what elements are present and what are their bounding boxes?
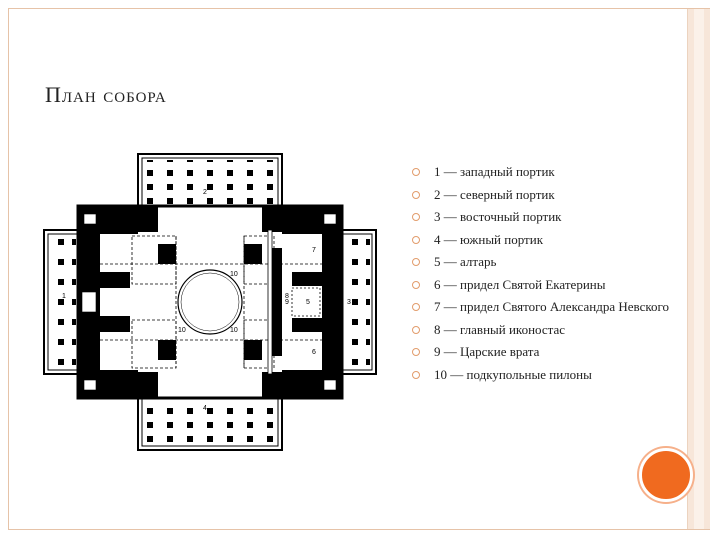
west-portico	[50, 236, 76, 368]
plan-label-1: 1	[62, 293, 66, 300]
plan-label-4: 4	[203, 405, 207, 412]
plan-label-2: 2	[203, 189, 207, 196]
bullet-icon	[412, 348, 420, 356]
legend-item	[412, 344, 670, 360]
legend-item	[412, 187, 670, 203]
legend-item	[412, 299, 670, 315]
north-portico	[144, 160, 276, 204]
right-decor-bar-inner	[694, 9, 704, 529]
legend-text: 6 — придел Святой Екатерины	[434, 276, 606, 292]
legend-text: 7 — придел Святого Александра Невского	[434, 299, 670, 314]
legend-item	[412, 232, 670, 248]
plan-label-10-ne: 10	[230, 271, 238, 278]
legend-item	[412, 254, 670, 270]
legend-item	[412, 367, 670, 383]
plan-label-10-se: 10	[230, 327, 238, 334]
plan-label-10-sw: 10	[178, 327, 186, 334]
bullet-icon	[412, 236, 420, 244]
legend-item	[412, 209, 670, 225]
legend-text: 5 — алтарь	[434, 254, 497, 269]
south-portico	[144, 400, 276, 444]
bullet-icon	[412, 191, 420, 199]
legend-text: 9 — Царские врата	[434, 344, 540, 359]
bullet-icon	[412, 326, 420, 334]
plan-label-7: 7	[312, 247, 316, 254]
bullet-icon	[412, 258, 420, 266]
main-body	[78, 206, 342, 398]
cathedral-floor-plan	[40, 152, 380, 452]
plan-label-5: 5	[306, 299, 310, 306]
iconostasis-line	[268, 230, 272, 374]
plan-label-9: 9	[285, 299, 289, 306]
legend-item	[412, 164, 670, 180]
legend-item	[412, 277, 670, 293]
legend-list	[412, 164, 670, 389]
legend-item	[412, 322, 670, 338]
legend-text: 2 — северный портик	[434, 186, 555, 202]
legend-text: 4 — южный портик	[434, 231, 544, 247]
bullet-icon	[412, 371, 420, 379]
plan-label-3: 3	[347, 299, 351, 306]
legend-text: 3 — восточный портик	[434, 209, 562, 224]
bullet-icon	[412, 281, 420, 289]
legend-text: 8 — главный иконостас	[434, 321, 566, 337]
bullet-icon	[412, 303, 420, 311]
legend-text: 10 — подкупольные пилоны	[434, 366, 592, 382]
orange-circle-decoration	[639, 448, 693, 502]
slide-title: План собора	[45, 82, 167, 107]
plan-label-10-nw: 10	[178, 271, 186, 278]
right-decor-bar	[687, 9, 710, 529]
bullet-icon	[412, 168, 420, 176]
plan-label-8: 8	[285, 293, 289, 300]
legend-text: 1 — западный портик	[434, 164, 555, 179]
plan-label-6: 6	[312, 349, 316, 356]
bullet-icon	[412, 213, 420, 221]
